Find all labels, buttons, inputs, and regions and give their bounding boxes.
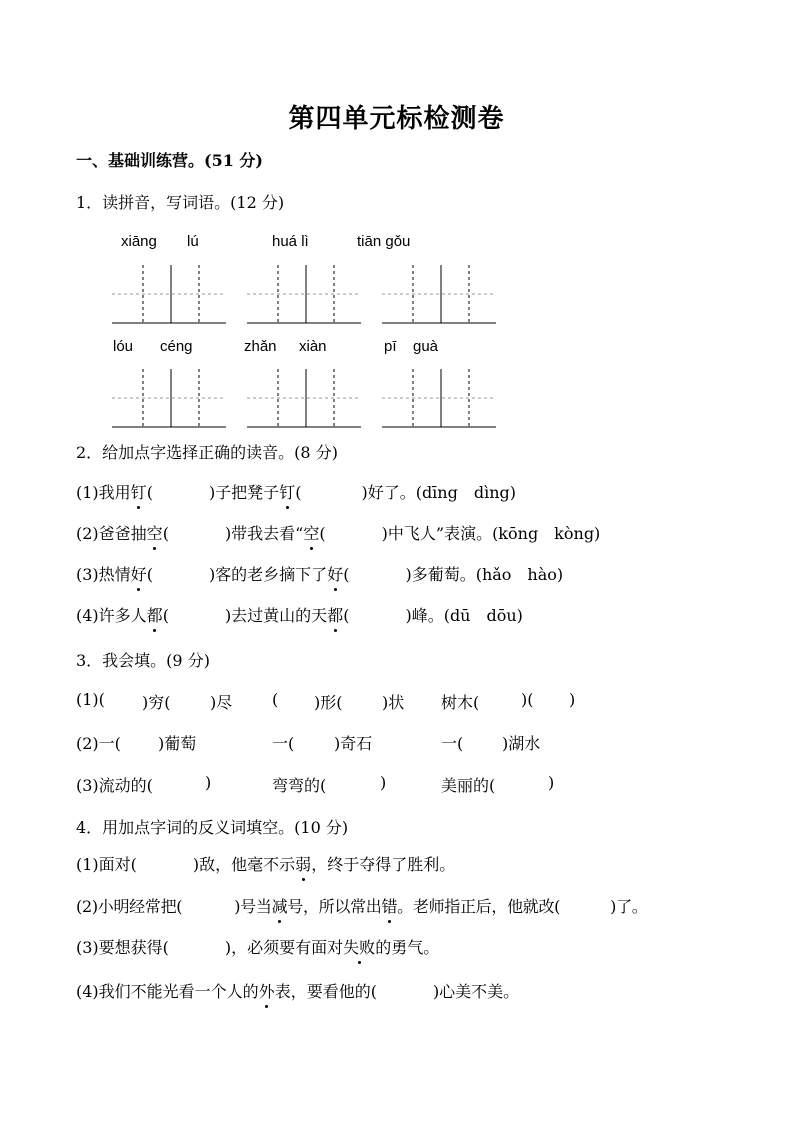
dotted-char: 好 (131, 562, 147, 585)
q3-blank-segment[interactable]: (1)( (76, 690, 105, 709)
pinyin-label: guà (413, 338, 439, 355)
pinyin-label: lóu (113, 338, 134, 355)
q2-line-3: (3)热情好( )客的老乡摘下了好( )多葡萄。(hǎo hào) (76, 562, 563, 585)
q3-blank-segment: )尽 (210, 693, 233, 712)
q3-blank-segment[interactable]: 一( (441, 734, 464, 753)
pinyin-label: tiān gǒu (357, 233, 411, 250)
q2-line-2: (2)爸爸抽空( )带我去看“空( )中飞人”表演。(kōng kòng) (76, 521, 600, 544)
pinyin-label: pī (384, 338, 397, 355)
q3-blank-segment: )奇石 (334, 734, 373, 753)
writing-grid[interactable] (382, 369, 498, 429)
writing-grid[interactable] (247, 265, 363, 325)
dotted-char: 减 (272, 894, 288, 917)
q3-blank-segment: ) (205, 773, 212, 792)
q4-line-2: (2)小明经常把( )号当减号，所以常出错。老师指正后，他就改( )了。 (76, 894, 647, 917)
dotted-char: 失败 (343, 935, 375, 958)
q4-line-3: (3)要想获得( )，必须要有面对失败的勇气。 (76, 935, 439, 958)
q4-line-4: (4)我们不能光看一个人的外表，要看他的( )心美不美。 (76, 979, 519, 1002)
dotted-char: 都 (147, 603, 163, 626)
q3-blank-segment[interactable]: 美丽的( (441, 776, 496, 795)
q3-blank-segment[interactable]: (3)流动的( (76, 776, 153, 795)
dotted-char: 好 (327, 562, 343, 585)
q2-line-1: (1)我用钉( )子把凳子钉( )好了。(dīng dìng) (76, 480, 516, 503)
q3-blank-segment[interactable]: 一( (272, 734, 295, 753)
writing-grid[interactable] (382, 265, 498, 325)
writing-grid[interactable] (112, 265, 228, 325)
q3-blank-segment: )状 (382, 693, 405, 712)
dotted-char: 外 (259, 979, 275, 1002)
q3-blank-segment[interactable]: )形( (314, 693, 343, 712)
q1-heading: 1．读拼音，写词语。(12 分) (76, 193, 285, 212)
q3-blank-segment: ) (548, 773, 555, 792)
q3-heading: 3．我会填。(9 分) (76, 651, 210, 670)
q3-blank-segment: )湖水 (502, 734, 541, 753)
dotted-char: 弱 (295, 852, 311, 875)
pinyin-label: céng (160, 338, 193, 355)
pinyin-label: xiāng (121, 233, 157, 250)
pinyin-label: huá lì (272, 233, 309, 250)
writing-grid[interactable] (247, 369, 363, 429)
dotted-char: 错 (381, 894, 397, 917)
dotted-char: 空 (303, 521, 319, 544)
q2-heading: 2．给加点字选择正确的读音。(8 分) (76, 443, 338, 462)
q3-blank-segment[interactable]: (2)一( (76, 734, 121, 753)
dotted-char: 钉 (131, 480, 147, 503)
q4-heading: 4．用加点字词的反义词填空。(10 分) (76, 818, 349, 837)
q3-blank-segment: ) (380, 773, 387, 792)
q3-blank-segment[interactable]: 树木( (441, 693, 480, 712)
pinyin-label: xiàn (299, 338, 327, 355)
q3-blank-segment: )葡萄 (158, 734, 197, 753)
q2-line-4: (4)许多人都( )去过黄山的天都( )峰。(dū dōu) (76, 603, 523, 626)
q4-line-1: (1)面对( )敌，他毫不示弱，终于夺得了胜利。 (76, 852, 455, 875)
dotted-char: 空 (147, 521, 163, 544)
q3-blank-segment[interactable]: 弯弯的( (272, 776, 327, 795)
page-title: 第四单元标检测卷 (288, 104, 505, 134)
q3-blank-segment[interactable]: )( (521, 690, 534, 709)
pinyin-label: zhǎn (244, 338, 277, 355)
q3-blank-segment[interactable]: ( (272, 690, 279, 709)
writing-grid[interactable] (112, 369, 228, 429)
section-heading: 一、基础训练营。(51 分) (76, 151, 263, 170)
q3-blank-segment: ) (569, 690, 576, 709)
q3-blank-segment[interactable]: )穷( (142, 693, 171, 712)
dotted-char: 钉 (279, 480, 295, 503)
pinyin-label: lú (187, 233, 199, 250)
dotted-char: 都 (327, 603, 343, 626)
